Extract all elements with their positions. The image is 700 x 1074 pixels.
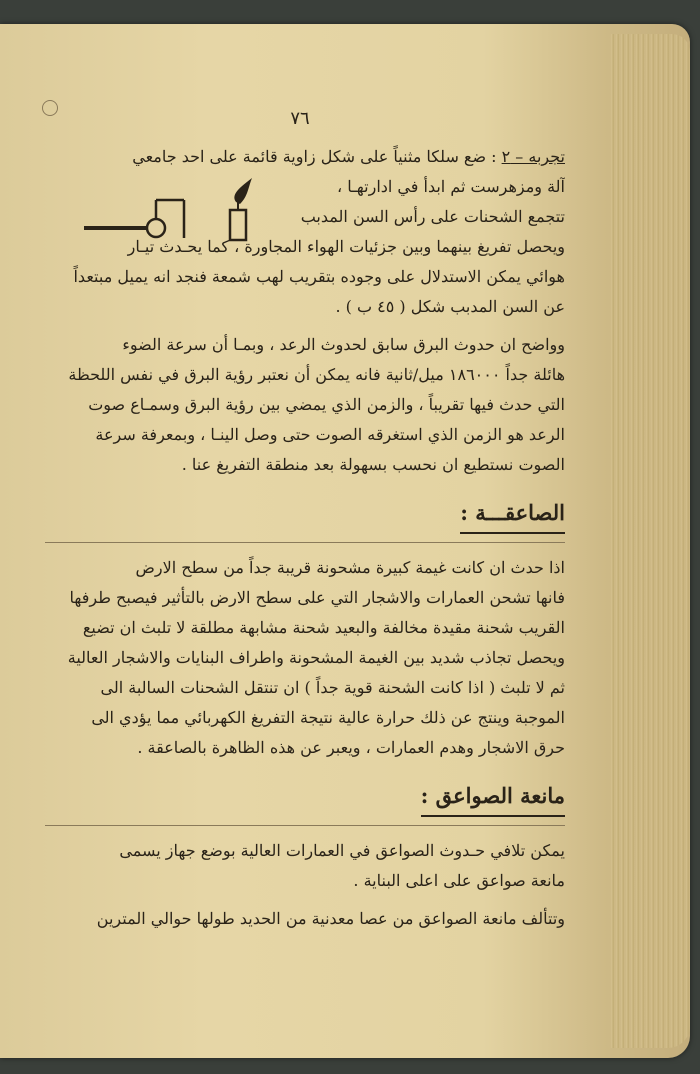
lightning-line-4: ويحصل تجاذب شديد بين الغيمة المشحونة واطراف البنايات والاشجار العالية [67, 648, 565, 667]
rod-line-3: وتتألف مانعة الصواعق من عصا معدنية من الحديد طولها حوالي المترين [96, 909, 565, 928]
lightning-line-6: الموجبة وينتج عن ذلك حرارة عالية نتيجة التفريغ الكهربائي مما يؤدي الى [91, 708, 565, 727]
experiment-label: تجربه – ٢ [501, 147, 565, 166]
section-divider [45, 542, 565, 543]
page-number: ٧٦ [290, 108, 310, 129]
thunder-line-3: التي حدث فيها تقريباً ، والزمن الذي يمضي بين رؤية البرق وسمـاع صوت [88, 395, 565, 414]
page-edge [610, 34, 690, 1048]
experiment-line-4: ويحصل تفريغ بينهما وبين جزئيات الهواء المجاورة ، كما يحـدث تيـار [127, 237, 565, 256]
rod-line-1: يمكن تلافي حـدوث الصواعق في العمارات العالية بوضع جهاز يسمى [119, 841, 565, 860]
page-text [30, 90, 565, 934]
lightning-line-5: ثم لا تلبث ( اذا كانت الشحنة قوية جداً ) ان تنتقل الشحنات السالبة الى [100, 678, 565, 697]
lightning-line-3: القريب شحنة مقيدة مخالفة والبعيد شحنة مشابهة مطلقة لا تلبث ان تضيع [82, 618, 565, 637]
experiment-line-6: عن السن المدبب شكل ( ٤٥ ب ) . [335, 297, 565, 316]
lightning-line-7: حرق الاشجار وهدم العمارات ، ويعبر عن هذه الظاهرة بالصاعقة . [137, 738, 565, 757]
thunder-line-5: الصوت نستطيع ان نحسب بسهولة بعد منطقة التفريغ عنا . [181, 455, 565, 474]
rod-line-2: مانعة صواعق على اعلى البناية . [353, 871, 565, 890]
lightning-rod-heading: مانعة الصواعق : [421, 779, 565, 817]
experiment-line-1: تجربه – ٢ : ضع سلكا مثنياً على شكل زاوية قائمة على احد جامعي [132, 147, 565, 166]
lightning-line-1: اذا حدث ان كانت غيمة كبيرة مشحونة قريبة جداً من سطح الارض [135, 558, 565, 577]
section-divider-2 [45, 825, 565, 826]
lightning-line-2: فانها تشحن العمارات والاشجار التي على سطح الارض بالتأثير فيصبح طرفها [69, 588, 565, 607]
lightning-heading-wrap [30, 496, 565, 534]
thunder-line-1: وواضح ان حدوث البرق سابق لحدوث الرعد ، وبمـا أن سرعة الضوء [122, 335, 565, 354]
experiment-line-2: آلة ومزهرست ثم ابدأ في ادارتهـا ، [336, 177, 565, 196]
thunder-line-4: الرعد هو الزمن الذي استغرقه الصوت حتى وصل الينـا ، وبمعرفة سرعة [95, 425, 565, 444]
lightning-heading: الصاعقـــة : [460, 496, 565, 534]
rod-heading-wrap [30, 779, 565, 817]
thunder-line-2: هائلة جداً ١٨٦٠٠٠ ميل/ثانية فانه يمكن أن نعتبر رؤية البرق في نفس اللحظة [68, 365, 565, 384]
experiment-line-3: تتجمع الشحنات على رأس السن المدبب [300, 207, 565, 226]
experiment-line-5: هوائي يمكن الاستدلال على وجوده بتقريب لهب شمعة فنجد انه يميل مبتعداً [73, 267, 565, 286]
